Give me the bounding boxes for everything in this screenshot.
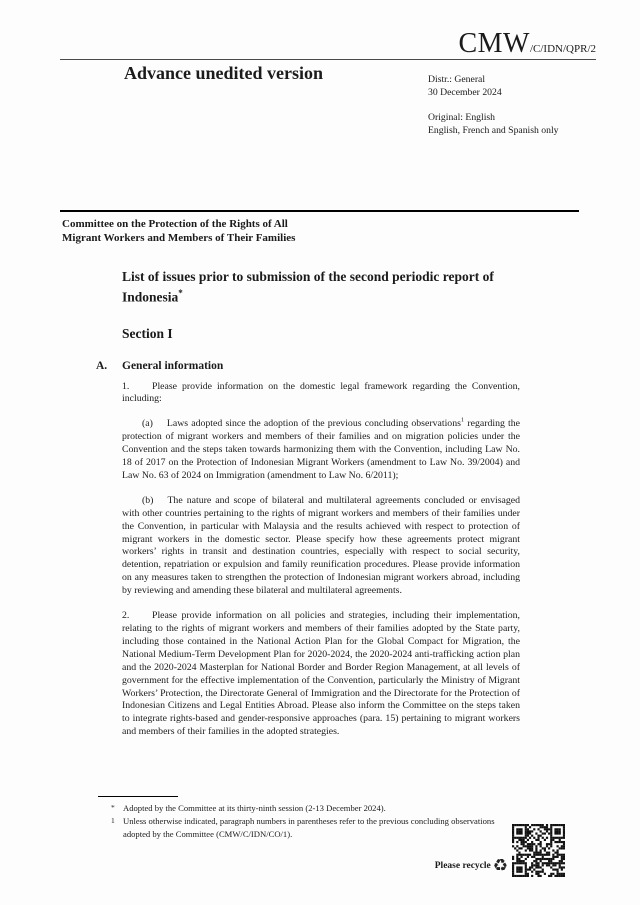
footnote-star-marker: *	[111, 803, 115, 812]
paragraph-1a-text-after: regarding the protection of migrant workers and members of their families and on migration policies under the Convention and the steps taken towards harmonizing them with the Convention, including Law No. 18 of 2017 on the Protection of Indonesian Migrant Workers (amendment to Law No. 39/2004) and Law No. 63 of 2024 on Immigration (amendment to Law No. 6/2011);	[122, 418, 521, 481]
please-recycle	[398, 856, 508, 876]
committee-name-line1: Committee on the Protection of the Rights of All	[62, 218, 288, 230]
committee-name	[62, 217, 382, 245]
recycle-icon: ♻	[492, 856, 508, 876]
qr-code	[512, 824, 565, 877]
paragraph-1a-label: (a)	[142, 418, 153, 430]
paragraph-2-number: 2.	[122, 610, 130, 622]
date-line: 30 December 2024	[428, 87, 502, 98]
paragraph-1-number: 1.	[122, 380, 130, 392]
footnote-one-text: Unless otherwise indicated, paragraph numbers in parentheses refer to the previous concluding observations adopted by the Committee (CMW/C/IDN/CO/1).	[123, 816, 495, 839]
footnote-1-reference: 1	[460, 417, 465, 425]
distribution-block	[428, 73, 559, 137]
languages-line: English, French and Spanish only	[428, 125, 559, 136]
paragraph-1-text: Please provide information on the domestic legal framework regarding the Convention, including:	[122, 380, 520, 405]
please-recycle-label: Please recycle	[434, 861, 491, 871]
footnote-star	[98, 802, 514, 815]
title-footnote-marker: *	[178, 288, 183, 298]
distr-line: Distr.: General	[428, 74, 486, 85]
paragraph-1	[122, 381, 520, 407]
main-content	[96, 262, 521, 739]
footnote-star-text: Adopted by the Committee at its thirty-ninth session (2-13 December 2024).	[123, 803, 386, 813]
paragraph-1a	[122, 418, 520, 483]
document-symbol	[458, 28, 596, 60]
paragraph-2	[122, 610, 520, 739]
section-heading: Section I	[122, 325, 173, 341]
qr-code-svg	[512, 824, 565, 877]
paragraph-1b-text: The nature and scope of bilateral and multilateral agreements concluded or envisaged with other countries pertaining to the rights of migrant workers and members of their families under the Convention, in particular with Malaysia and the results achieved with respect to protection of migrant workers in the domestic sector. Please specify how these agreements protect migrant workers’ rights in transit and destination countries, especially with respect to social security, detention, repatriation or expulsion and family reunification procedures. Please provide information on any measures taken to strengthen the protection of Indonesian migrant workers abroad, including by reviewing and amending these bilateral and multilateral agreements.	[122, 494, 520, 597]
paragraph-2-text: Please provide information on all policies and strategies, including their implementation, relating to the rights of migrant workers and members of their families adopted by the State party, including those contained in the National Action Plan for the Global Compact for Migration, the National Medium-Term Development Plan for 2020-2024, the 2020-2024 anti-trafficking action plan and the 2020-2024 Masterplan for National Border and Border Region Management, at all levels of government for the effective implementation of the Convention, particularly the Ministry of Migrant Workers’ Protection, the Directorate General of Immigration and the Directorate for the Protection of Indonesian Citizens and Legal Entities Abroad. Please also inform the Committee on the steps taken to integrate rights-based and gender-responsive approaches (para. 15) pertaining to migrant workers and members of their families in the adopted strategies.	[122, 610, 520, 738]
subsection-title: General information	[122, 359, 224, 372]
subsection-heading	[96, 359, 520, 372]
committee-rule	[60, 210, 579, 212]
paragraph-1a-text-before: Laws adopted since the adoption of the previous concluding observations	[166, 418, 461, 430]
committee-name-line2: Migrant Workers and Members of Their Families	[62, 232, 296, 244]
footnote-one	[98, 815, 514, 841]
footnote-one-marker: 1	[111, 816, 115, 825]
footnotes-block	[98, 796, 514, 841]
header-rule	[60, 59, 596, 60]
distr-gap	[428, 99, 559, 111]
original-language-line: Original: English	[428, 112, 495, 123]
document-title	[122, 268, 514, 306]
paragraph-1b	[122, 495, 520, 598]
footnote-separator	[98, 796, 178, 797]
document-title-text: List of issues prior to submission of the second periodic report of Indonesia	[122, 269, 494, 305]
document-symbol-suffix: /C/IDN/QPR/2	[529, 43, 596, 55]
document-symbol-main: CMW	[458, 28, 530, 59]
advance-unedited-heading: Advance unedited version	[124, 63, 324, 83]
paragraph-1b-label: (b)	[142, 494, 154, 506]
subsection-label: A.	[96, 359, 108, 372]
